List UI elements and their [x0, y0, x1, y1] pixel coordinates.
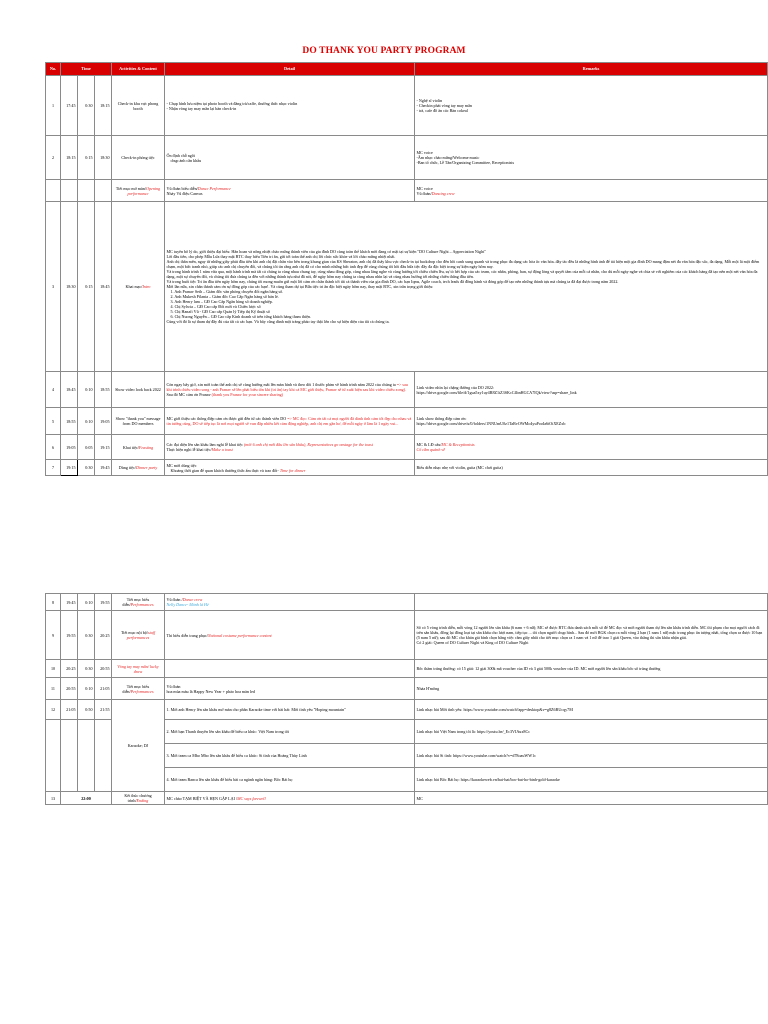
row-duration: [78, 180, 95, 202]
row-no: 12: [46, 700, 61, 720]
activity-english: Dinner party: [135, 465, 158, 470]
table-header-row: [46, 63, 768, 76]
table-row: [46, 678, 768, 700]
detail-line: hoa mùa màu là Happy New Year + phảo hoa màn led: [166, 688, 255, 694]
table-row: [46, 76, 768, 136]
row-detail: 2. Mời bạn Thanh thuyền lên sân khấu để biểu ca khúc: Việt Nam trong tôi: [165, 720, 415, 744]
row-remarks: [415, 594, 768, 611]
table-row: [46, 202, 768, 372]
row-activity: Show video look back 2022: [112, 372, 165, 408]
row-detail: [165, 660, 415, 678]
activity-text: Tiết mục mở màn/: [115, 185, 146, 191]
remark-line: MC voice: [416, 185, 433, 191]
row-start: 19:15: [61, 460, 78, 476]
row-no: [46, 720, 61, 792]
row-start: 18:45: [61, 372, 78, 408]
detail-line: Anh chị thân mến, ngay từ những giây phút đầu tiên khi anh chị đặt chân vào bên trong khung gian của KS Sheraton, anh chị đã thấy khu vực check-in tại backdrop cho đến hồi canh xung quanh và trong phục đa dạng các hòa âc văn hóa..đây tác đều là những hình ảnh để tái hiện một gia đình DO mang đậm nét đa văn hóa đặc sắc, đa dạng. Mỗi một lá một điểm chạm, một bức tranh nhỏ, giúp các anh chị chuyến đổi, và chúng tôi tin rằng anh chị đã có cho mình những bức ảnh đẹp để cùng chúng tôi hồi đầu bữa tiệc đầy đa đặc biệt trong sự kiện ngày hôm nay.: [166, 259, 760, 270]
row-detail: [165, 136, 415, 180]
row-detail: [165, 202, 768, 372]
detail-text: Vũ đoàn /: [166, 597, 183, 603]
row-duration: 0:10: [78, 408, 95, 435]
row-start: 18:30: [61, 202, 78, 372]
remark-line: - Checkin phát vòng tay may mắn: [416, 103, 472, 108]
activity-text: Kết thúc chương trình/: [124, 793, 152, 803]
remark-line: -Âm nhạc chào mừng/Welcome music: [416, 155, 480, 160]
row-duration: 0:50: [78, 700, 95, 720]
table-row: [46, 594, 768, 611]
row-remarks: [415, 180, 768, 202]
song-link[interactable]: Link nhạc bài Việt Nam trong tôi là: https://youtu.be/_Ec3VIAux8Cc: [415, 720, 768, 744]
row-time: 22:00: [61, 792, 112, 805]
row-activity: [112, 792, 165, 805]
row-activity: [112, 611, 165, 660]
detail-english: (thank you Pranav for your sincere sharing): [211, 391, 284, 397]
row-start: 21:05: [61, 700, 78, 720]
row-no: 6: [46, 435, 61, 460]
row-end: 20:25: [95, 611, 112, 660]
detail-english: Dance crew: [182, 597, 203, 603]
row-end: 19:45: [95, 460, 112, 476]
message-link[interactable]: https://drive.google.com/drive/u/0/folders/1NNUmU0z1TaRvOWMo4yuPooIa6tOiXEZxb: [416, 421, 566, 426]
row-activity: Vòng tay may mắn/ lucky draw: [112, 660, 165, 678]
row-detail: 3. Mời team ca Mbo Mbo lên sân khấu để biểu ca khúc: Si tình của Hoàng Thùy Linh: [165, 744, 415, 768]
row-end: 19:55: [95, 594, 112, 611]
remark-line: -Ban tổ chức, Lễ Tân/Organizing Committee, Receptionists: [416, 159, 515, 165]
detail-text: MC chào TẠM BIỆT VÀ HẸN GẶP LẠI /: [166, 795, 238, 801]
detail-text: Thực hiện nghi lễ khai tiệc/: [166, 447, 212, 452]
table-row: [46, 792, 768, 805]
row-duration: 0:30: [78, 660, 95, 678]
detail-line: Mời lần nữa, xin chân thành cảm ơn sự đồng góp của các bạn!. Và cùng tham dự tại Bữa tiệc tri ân đặc biệt ngày hôm nay, thay mặt BTC, xin trân trọng giới thiệu:: [166, 284, 434, 289]
row-duration: 0:10: [78, 372, 95, 408]
row-duration: [78, 720, 95, 792]
row-start: [61, 180, 78, 202]
row-detail: [165, 460, 415, 476]
row-no: 1: [46, 76, 61, 136]
row-no: 11: [46, 678, 61, 700]
row-remarks: [415, 408, 768, 435]
row-activity: [112, 594, 165, 611]
activity-english: Performances: [130, 602, 154, 607]
page-title: DO THANK YOU PARTY PROGRAM: [302, 46, 466, 56]
activity-text: Dùng tiệc/: [118, 465, 136, 470]
row-duration: 0:15: [78, 136, 95, 180]
table-row: [46, 372, 768, 408]
song-link[interactable]: Link nhạc bài Bốc Bát họ: https://karaokeweb.vn/bai-hat/boc-bat-ho-binh-gold-karaoke: [415, 768, 768, 792]
row-end: [95, 180, 112, 202]
remark-line: - Nghệ sĩ violin: [416, 98, 443, 104]
table-row: [46, 460, 768, 476]
table-row: [46, 660, 768, 678]
detail-english: (mời 6 anh chị mới đâu lên sân khấu), Representatives go onstage for the toast: [243, 442, 373, 448]
remark-english: MC & Receptionists: [441, 442, 475, 448]
row-start: 19:55: [61, 611, 78, 660]
row-remarks: [415, 136, 768, 180]
detail-text: Sau đó MC cảm ơn Pranav: [166, 391, 212, 397]
row-detail: [165, 678, 415, 700]
detail-line: Và trong hành trình 1 năm vừa qua, một hành trình mà tất cả chúng ta cùng nhau chung tay, cùng nhau đóng góp, cùng nhau lăng nghe và cùng hướng tới chiều chiến lều, sự tỏ hết hợp của các team, các nhân, phòng, ban, sự động lòng và quyết tâm của mỗi cá nhân, cho dù mỗi ngày nghe và chia sẻ với nghiêm của các khách hàng đã tạo nên một nét văn hóa đa dạng, một sự chuyển đổi, và chúng tôi đưa chúng ta đến với những thành tựu như đã nói, để ngày hôm nay chúng ta cùng nhau nhìn lại và cùng nhau hướng tới những chiến thắng đầu tiên.: [166, 269, 758, 280]
row-end: 18:15: [95, 76, 112, 136]
row-remarks: MC: [415, 792, 768, 805]
header-detail: Detail: [165, 63, 415, 76]
row-start: 20:25: [61, 660, 78, 678]
activity-english: Intro: [142, 284, 151, 289]
activity-text: Tiết mục nội bộ/: [120, 630, 148, 636]
row-end: 19:05: [95, 408, 112, 435]
row-no: 7: [46, 460, 61, 476]
row-remarks: Bốc thăm trúng thưởng: có 15 giải: 12 giải 300k mã voucher của ID và 3 giải 500k voucher của ID. MC mời người lên sân khấu bốc số trúng thưởng: [415, 660, 768, 678]
activity-english: Performances: [130, 688, 154, 694]
table-row: [46, 611, 768, 660]
detail-line: 6. Chị Nuong Nguyễn – GĐ Cao cấp Kinh doanh số trên từng khách hàng tham thiện.: [170, 313, 311, 319]
row-no: 2: [46, 136, 61, 180]
row-no: 5: [46, 408, 61, 435]
row-start: [61, 720, 78, 792]
row-start: 19:45: [61, 594, 78, 611]
row-end: [95, 720, 112, 792]
detail-line: - Nhận vòng tay may mắn lại bàn check-in: [166, 105, 237, 111]
detail-line: 1. Anh Pranav Seth – Giám đốc văn phòng chuyển đổi ngân hàng số.: [170, 288, 284, 294]
header-time: Time: [61, 63, 112, 76]
detail-line: chụp ảnh cần khẩu: [170, 157, 202, 163]
row-activity: Karaoke; DJ: [112, 700, 165, 792]
detail-line: 4. Chị Sylwia – GĐ Cao cấp Đổi mới và Chiến lược số: [170, 303, 261, 309]
song-link[interactable]: Link nhạc bài Mời tình yêu: https://www.youtube.com/watch?app=desktop&v=g8Z6RUcqy7M: [415, 700, 768, 720]
detail-note: => sau khi trình chiếu video song - anh Pranav sẽ lên phát biểu tổn khi (tri ân) tay khi cả MC giới thiệu, Pranav sẽ từ xuất hiện sau khi video chiếu xong).: [166, 382, 408, 392]
activity-english: Opening performance: [127, 185, 161, 196]
activity-english: Feasting: [138, 444, 154, 450]
row-activity: [112, 678, 165, 700]
row-start: 20:55: [61, 678, 78, 700]
activity-english: staff performances: [126, 630, 156, 640]
row-detail: [165, 180, 415, 202]
row-end: 20:55: [95, 660, 112, 678]
row-end: 18:45: [95, 202, 112, 372]
row-end: 19:15: [95, 435, 112, 460]
row-detail: [165, 611, 415, 660]
table-row: [46, 408, 768, 435]
detail-line: Nelly Dance- Mảnh lá Hè: [166, 602, 209, 607]
detail-note: => MC đọc: Cảm ơn tất cả mọi người đã dành tình cảm tốt đẹp cho nhau và tin tưởng cùng, DO sẽ tiếp tục là nơi mọi người sẽ vun đắp nhiều kết cảm động nghiệp, anh chị em gần hơ, để mỗi ngày ở làm là 1 ngày vui...: [166, 416, 412, 426]
row-activity: [112, 460, 165, 476]
remark-line: Có 2 giải: Queen of DO Cultuer Night và King of DO Culture Night: [416, 639, 529, 645]
detail-text: Các đại diện lên sân khấu làm nghi lễ khai tiệc: [166, 442, 244, 448]
remark-text: MC & LĐ cấu/: [416, 442, 442, 448]
row-remarks: [415, 372, 768, 408]
detail-line: MC mời dùng tiệc: [166, 462, 197, 468]
row-end: 21:55: [95, 700, 112, 720]
row-remarks: Nhảa H'mông: [415, 678, 768, 700]
video-link[interactable]: https://drive.google.com/file/d/1gua5xy1uy4R8Z1tZ3SKcC4bnHGCA7IQk/view?usp=share_link: [416, 389, 577, 395]
row-no: 4: [46, 372, 61, 408]
row-duration: 0:30: [78, 76, 95, 136]
row-start: 18:55: [61, 408, 78, 435]
remark-line: Link show thông điệp cảm ơn:: [416, 416, 467, 422]
detail-line: Ổn định chỗ ngồi: [166, 152, 196, 158]
detail-text: Thi biểu diễn trang phục/: [166, 632, 208, 638]
row-end: 18:55: [95, 372, 112, 408]
detail-line: Lời đầu tiên, cho phép Mẫu Lửa thay mặt BTC thay hiểu Tiên tri ân, gửi tới toàn thể anh chị lời chúc sức khỏe và lời chào mừng nhiệt nhất.: [166, 254, 396, 260]
detail-english: National costume performance content: [207, 632, 272, 638]
remark-english: Dancing crew: [431, 190, 455, 196]
row-detail: [165, 435, 415, 460]
detail-line: 3. Anh Henry lam – GĐ Cao Cấp Ngân hàng số doanh nghiệp.: [170, 298, 273, 304]
row-no: [46, 180, 61, 202]
row-no: 9: [46, 611, 61, 660]
table-row: [46, 700, 768, 720]
detail-line: Cùng với đó là sự tham dự đầy đủ của tất cả các bạn. Và bây cũng dành một tràng pháo tay thật lớn cho sự hiện diện của tất cả chúng ta.: [166, 318, 390, 324]
row-detail: [165, 792, 415, 805]
song-link[interactable]: Link nhạc bài Si tình: https://www.youtube.com/watch?v=d78oauWW1c: [415, 744, 768, 768]
detail-english: Time for dinner: [279, 467, 306, 473]
remark-line: - trà, cafe đồ ăn các Bàn cokeal: [416, 107, 468, 113]
row-remarks: [415, 76, 768, 136]
table-row: [46, 435, 768, 460]
row-start: 17:45: [61, 76, 78, 136]
remark-line: MC voice: [416, 150, 433, 156]
row-no: 8: [46, 594, 61, 611]
activity-text: Tiết mục biểu diễn/: [122, 683, 150, 694]
header-activities: Activities & Content: [112, 63, 165, 76]
detail-line: Vũ đoàn: [166, 683, 181, 689]
detail-english: Dance Performance: [197, 185, 231, 191]
row-detail: [165, 372, 415, 408]
program-table-page-2: [45, 593, 768, 805]
row-detail: 1. Mời anh Henry lên sân khấu mở màn cho phần Karaoke time với bài hát: Mời tình yêu "Hoping mountain": [165, 700, 415, 720]
detail-english: MC says farewell: [237, 795, 266, 801]
table-row: [46, 180, 768, 202]
row-start: 18:15: [61, 136, 78, 180]
row-activity: [112, 435, 165, 460]
detail-text: Vũ đoàn biểu diễn/: [166, 185, 198, 191]
row-duration: 0:15: [78, 202, 95, 372]
row-no: 13: [46, 792, 61, 805]
header-no: No.: [46, 63, 61, 76]
detail-line: 5. Chị Hanafi Vũ - GĐ Cao cấp Quản lý Tiếp thị Kỹ thuật số: [170, 308, 270, 314]
row-activity: Check-in khu vực phong booth: [112, 76, 165, 136]
detail-text: Còn ngay bây giờ, xin mời toàn thể anh chị sẽ cùng hướng mắt lên màn hình và theo dõi 1 thước phim về hành trình năm 2022 của chúng ta: [166, 382, 397, 388]
activity-english: Ending: [136, 798, 149, 803]
row-detail: [165, 594, 415, 611]
activity-text: Tiết mục biểu diễn/: [122, 597, 150, 607]
row-remarks: [415, 435, 768, 460]
detail-line: 2. Anh Mukesh Pilania – Giám đốc Cao Cấp Ngân hàng số bán lẻ.: [170, 293, 279, 299]
row-activity: [112, 202, 165, 372]
detail-line: MC tuyên bố lý do, giới thiệu đại biểu: Hân hoan và nồng nhiệt chào mừng thành viên của gia đình DO cùng toàn thể khách mời đang có mặt tại sự kiện "DO Culture Night – Appreciation Night": [166, 249, 486, 255]
activity-text: Khai tiệc/: [122, 444, 139, 450]
remark-line: Số có 5 vòng trình diễn, mỗi vòng 12 người lên sân khấu (6 nam + 6 nữ); MC sẽ được BTC đưa danh sách mỗi số để MC đọc và mời người tham dự lên sân khấu trình diễn. MC thì phạm cho mọi người cách đi trên sân khấu, đồng lại đồng loạt tại sân khấu cho lượt nam, tiếp tục ... tôi chọn người chụp hình... Sau đó mời BGK chọn ra mỗi vòng 2 bạn (1 nam 1 nữ) mặc trong phục ấn tượng nhất, tổng chọn ra được 10 bạn (5 nam 5 nữ); sau đó MC cho khán giả bình chọn bằng việc cầm giấy nhất cho tiết mục chọn ra 1 nam và 1 nữ để trao 1 giải Queen, vào thắng thi sân khấu nhận giải.: [416, 625, 763, 640]
row-duration: 0:05: [78, 435, 95, 460]
row-start: 19:05: [61, 435, 78, 460]
table-row: [46, 136, 768, 180]
row-remarks: [415, 611, 768, 660]
detail-english: Make a toast: [211, 447, 233, 452]
program-table-page-1: [45, 62, 768, 476]
row-activity: Check-in phòng tiệc: [112, 136, 165, 180]
row-detail: [165, 408, 415, 435]
detail-text: MC giới thiệu các thông điệp cảm ơn được gửi đến từ các thành viên DO: [166, 416, 288, 422]
remark-line: Link video nhìn lại chặng đường của DO 2022:: [416, 384, 495, 390]
detail-text: Khoảng thời gian để quan khách thưởng thức ẩm thực và trao đổi-: [170, 467, 280, 473]
detail-line: - Chụp hình lưu niệm tại photo booth và đăng trà/caffe, thưởng thức nhạc violin: [166, 100, 298, 106]
remark-text: Vũ đoàn/: [416, 190, 432, 196]
detail-line: Nhảy Vũ điệu Canvas: [166, 190, 203, 196]
row-duration: 0:30: [78, 460, 95, 476]
row-duration: 0:10: [78, 594, 95, 611]
activity-text: Khai mạc/: [125, 284, 143, 289]
row-duration: 0:10: [78, 678, 95, 700]
row-duration: 0:30: [78, 611, 95, 660]
row-detail: 4. Mời team Banca lên sân khấu để biểu bài ca ngành ngân hàng: Bốc Bát họ: [165, 768, 415, 792]
row-activity: [112, 180, 165, 202]
row-no: 3: [46, 202, 61, 372]
row-no: 10: [46, 660, 61, 678]
detail-line: Và trong buổi tiệc Tri ân đầu tiên ngày hôm nay, chúng tôi mong muốn gửi một lời cảm ơn chân thành tới tất cả thành viên của gia đình DO, các bạn Iqms, Agile coach, tech leads đã đồng hành và đóng góp để tạo nên những thành tựu mà chúng ta đã đạt được trong năm 2022.: [166, 279, 619, 285]
row-end: 18:30: [95, 136, 112, 180]
header-remarks: Remarks: [415, 63, 768, 76]
row-activity: Show "thank you" message from DO members: [112, 408, 165, 435]
remark-line: Cổ cầm quảnh về: [416, 447, 446, 452]
row-remarks: Biểu diễn nhạc nhẹ với violin, guita (MC chơi guita): [415, 460, 768, 476]
row-end: 21:05: [95, 678, 112, 700]
row-detail: [165, 76, 415, 136]
